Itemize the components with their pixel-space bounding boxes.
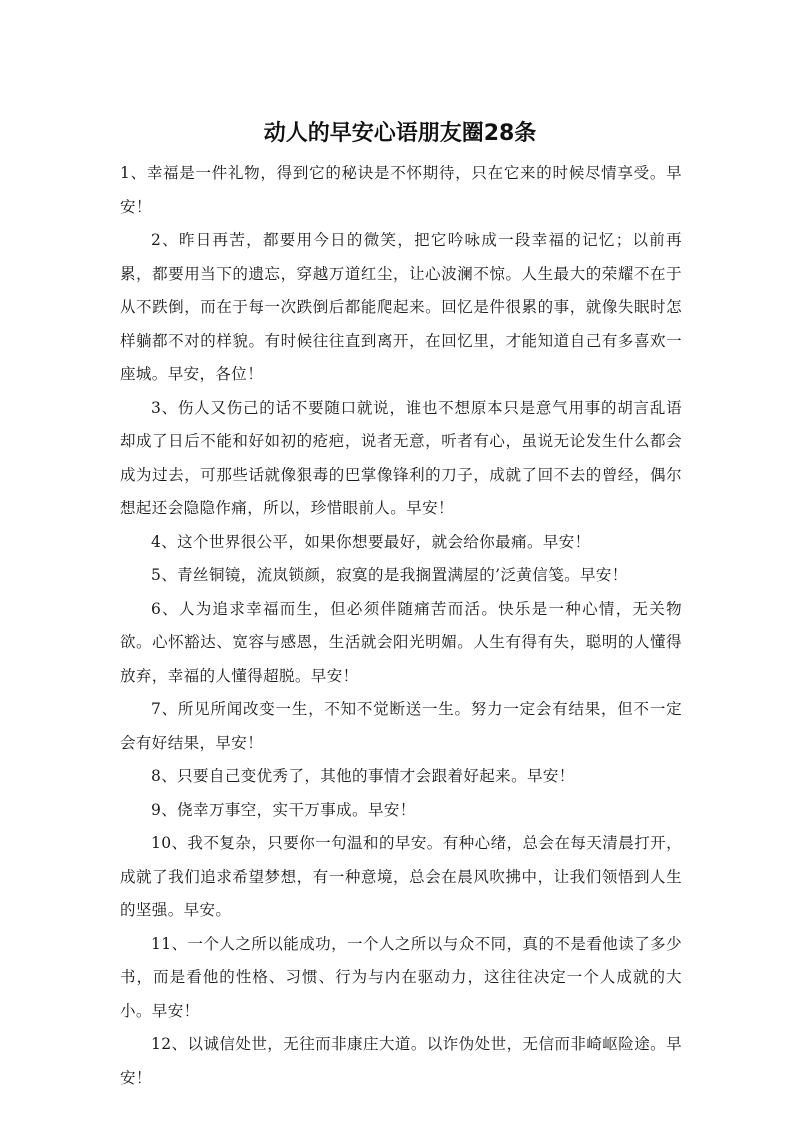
paragraph-11: 11、一个人之所以能成功，一个人之所以与众不同，真的不是看他读了多少书，而是看他的性格、习惯、行为与内在驱动力，这往往决定一个人成就的大小。早安！: [120, 934, 682, 1020]
paragraph-8: 8、只要自己变优秀了，其他的事情才会跟着好起来。早安！: [151, 767, 575, 785]
paragraph-1: 1、幸福是一件礼物，得到它的秘诀是不怀期待，只在它来的时候尽情享受。早安！: [120, 164, 682, 216]
paragraph-10: 10、我不复杂，只要你一句温和的早安。有种心绪，总会在每天清晨打开，成就了我们追求希望梦想，有一种意境，总会在晨风吹拂中，让我们领悟到人生的坚强。早安。: [120, 834, 682, 919]
paragraph-6: 6、人为追求幸福而生，但必须伴随痛苦而活。快乐是一种心情，无关物欲。心怀豁达、宽容与感恩，生活就会阳光明媚。人生有得有失，聪明的人懂得放弃，幸福的人懂得超脱。早安！: [120, 599, 682, 685]
paragraph-5: 5、青丝铜镜，流岚锁颜，寂寞的是我搁置满屋的’泛黄信笺。早安！: [151, 566, 628, 584]
paragraph-4: 4、这个世界很公平，如果你想要最好，就会给你最痛。早安！: [151, 532, 591, 551]
paragraph-7: 7、所见所闻改变一生，不知不觉断送一生。努力一定会有结果，但不一定会有好结果，早安！: [120, 700, 682, 752]
paragraph-2: 2、昨日再苦，都要用今日的微笑，把它吟咏成一段幸福的记忆；以前再累，都要用当下的遗忘，穿越万道红尘，让心波澜不惊。人生最大的荣耀不在于从不跌倒，而在于每一次跌倒后都能爬起来。回忆是件很累的事，就像失眠时怎样躺都不对的样貌。有时候往往直到离开，在回忆里，才能知道自己有多喜欢一座城。早安，各位！: [120, 231, 682, 383]
paragraph-9: 9、侥幸万事空，实干万事成。早安！: [151, 800, 416, 819]
paragraph-3: 3、伤人又伤己的话不要随口就说，谁也不想原本只是意气用事的胡言乱语却成了日后不能和好如初的疮疤，说者无意，听者有心，虽说无论发生什么都会成为过去，可那些话就像狠毒的巴掌像锋利的刀子，成就了回不去的曾经，偶尔想起还会隐隐作痛，所以，珍惜眼前人。早安！: [120, 398, 682, 517]
document-body: [120, 157, 682, 1095]
document-title: 动人的早安心语朋友圈28条: [263, 121, 537, 146]
paragraph-12: 12、以诚信处世，无往而非康庄大道。以诈伪处世，无信而非崎岖险途。早安！: [120, 1035, 682, 1087]
